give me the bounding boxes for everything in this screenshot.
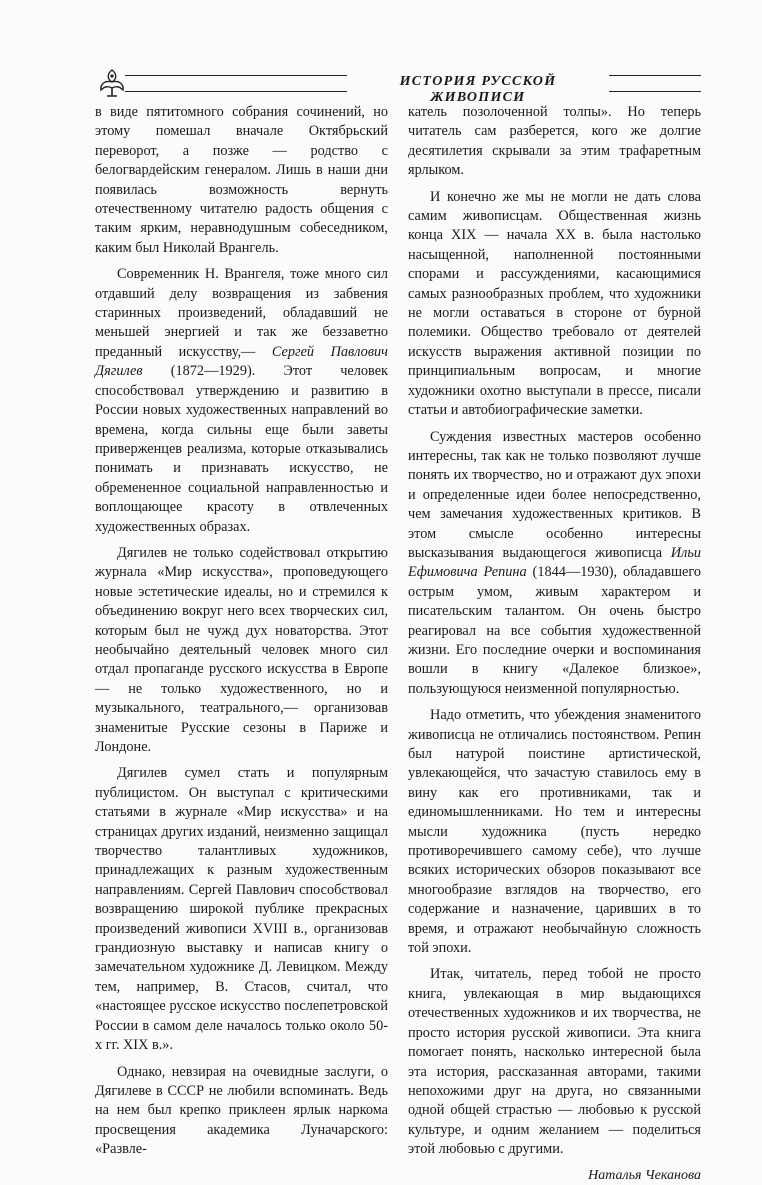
person-name: Сергей Павлович Дягилев bbox=[95, 343, 388, 380]
paragraph-text: (1844—1930), обладавшего острым умом, живым характером и писательским талантом. Он очень быстро реагировал на все события художественной жизни. Его последние очерки и воспоминания вошли в книгу «Далекое близкое», пользующуюся неизменной популярностью. bbox=[408, 564, 701, 697]
paragraph: Однако, невзирая на очевидные заслуги, о Дягилеве в СССР не любили вспоминать. Ведь на нем был крепко приклеен ярлык наркома просвещения академика Луначарского: «Развле- bbox=[95, 1063, 388, 1158]
paragraph bbox=[408, 428, 701, 700]
paragraph: в виде пятитомного собрания сочинений, но этому помешал вначале Октябрьский переворот, а позже — родство с белогвардейским генералом. Лишь в наши дни появилась возможность вернуть отечественному читателю радость общения с таким ярким, неравнодушным собеседником, каким был Николай Врангель. bbox=[95, 104, 388, 256]
paragraph: Надо отметить, что убеждения знаменитого живописца не отличались постоянством. Репин был натурой поистине артистической, увлекающейся, что зачастую ставилось ему в вину как его противниками, так и единомышленниками. Но тем и интересны мысли художника (пусть нередко противоречившего самому себе), что лучше всяких исторических обзоров показывают все многообразие взглядов на творчество, его содержание и назначение, царивших в то время, и отражают необычайную сложность той эпохи. bbox=[408, 707, 701, 957]
paragraph-text: Суждения известных мастеров особенно интересны, так как не только позволяют лучше понять их творчество, но и отражают дух эпохи и определенные идеи более непосредственно, чем замечания художественных критиков. В этом смысле особенно интересны высказывания выдающегося живописца bbox=[408, 428, 701, 561]
paragraph: И конечно же мы не могли не дать слова самим живописцам. Общественная жизнь конца XIX — начала XX в. была настолько насыщенной, наполненной постоянными спорами и рассуждениями, касающимися самых разнообразных проблем, что художники не могли оставаться в стороне от бурной полемики. Общество требовало от деятелей искусств выражения активной позиции по принципиальным вопросам, и многие художники охотно выступали в прессе, писали статьи и автобиографические заметки. bbox=[408, 188, 701, 419]
paragraph: Дягилев сумел стать и популярным публицистом. Он выступал с критическими статьями в журнале «Мир искусства» и на страницах других изданий, неизменно защищал творчество талантливых художников, принадлежащих к разным художественным направлениям. Сергей Павлович способствовал возвращению широкой публике прекрасных произведений живописи XVIII в., организовав грандиозную выставку и написав книгу о замечательном художнике Д. Левицком. Между тем, например, В. Стасов, считал, что «настоящее русское искусство послепетровской России в самом деле началось только около 50-х гг. XIX в.». bbox=[95, 765, 388, 1054]
paragraph-text: (1872—1929). Этот человек способствовал утверждению и развитию в России новых художественных направлений во времена, когда сильны еще были заветы приверженцев реализма, которые отказывались понимать и признавать искусство, не обремененное социальной направленностью и воплощающее красоту в отвлеченных художественных образах. bbox=[95, 363, 388, 535]
running-header bbox=[95, 66, 701, 105]
left-column bbox=[95, 103, 388, 1160]
running-title: ИСТОРИЯ РУССКОЙ ЖИВОПИСИ bbox=[347, 74, 609, 106]
author-signature: Наталья Чеканова bbox=[588, 1167, 701, 1183]
paragraph: катель позолоченной толпы». Но теперь читатель сам разберется, кого же долгие десятилетия скрывали за этим трафаретным ярлыком. bbox=[408, 104, 701, 179]
paragraph bbox=[95, 265, 388, 537]
paragraph: Дягилев не только содействовал открытию журнала «Мир искусства», проповедующего новые эстетические идеалы, но и стремился к объединению вокруг него всех творческих сил, которым был не чужд дух новаторства. Этот необычайно деятельный человек много сил отдал пропаганде русского искусства в Европе — не только художественного, но и музыкального, театрального,— организовав знаменитые Русские сезоны в Париже и Лондоне. bbox=[95, 544, 388, 755]
paragraph: Итак, читатель, перед тобой не просто книга, увлекающая в мир выдающихся отечественных художников и их творчества, не просто история русской живописи. Эта книга помогает понять, насколько интересной была эта история, рассказанная авторами, такими непохожими друг на друга, но связанными одной общей страстью — любовью к русской культуре, и одним желанием — поделиться этой любовью с другими. bbox=[408, 966, 701, 1158]
fleuron-icon bbox=[95, 66, 129, 100]
person-name: Ильи Ефимовича Репина bbox=[408, 544, 701, 581]
paragraph-text: Современник Н. Врангеля, тоже много сил отдавший делу возвращения из забвения старинных произведений, обладавший не меньшей энергией и так же беззаветно преданный искусству,— bbox=[95, 266, 388, 360]
right-column bbox=[408, 103, 701, 1185]
